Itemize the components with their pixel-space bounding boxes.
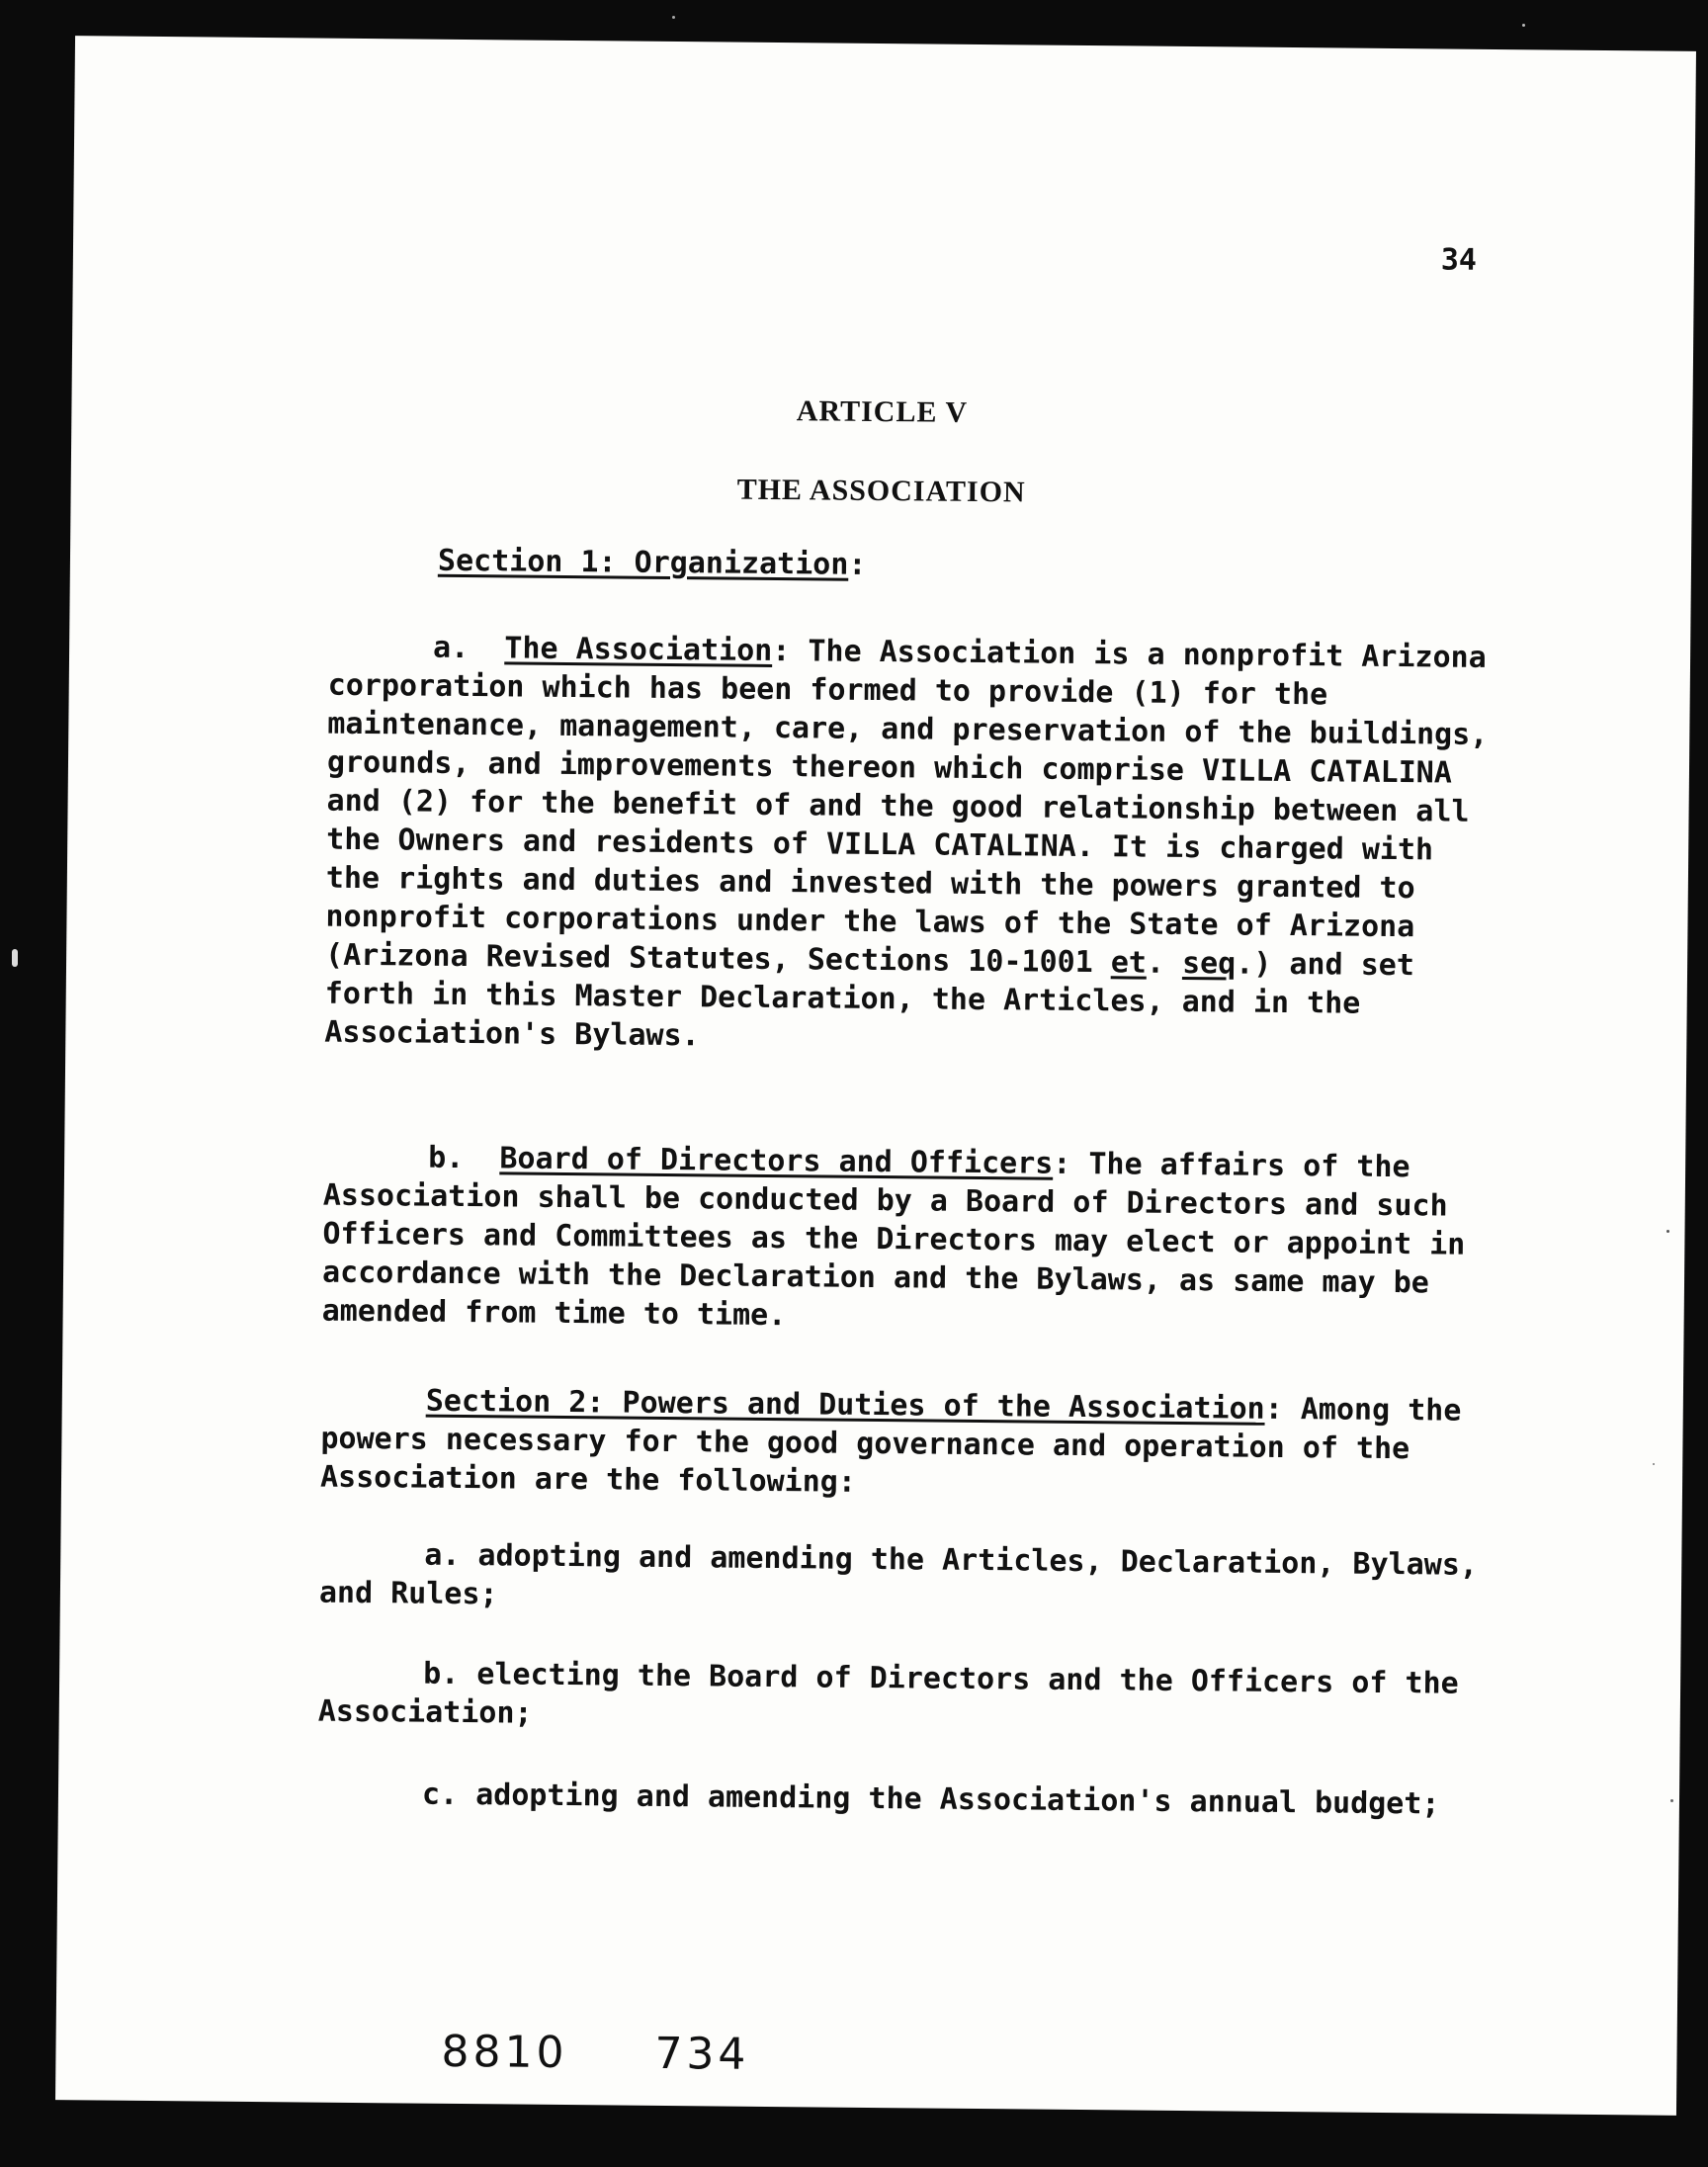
section1-b-title: Board of Directors and Officers (499, 1141, 1054, 1181)
section1-paragraph-b (322, 1138, 1498, 1342)
section1-a-letter: a. (432, 630, 470, 666)
section1-a-seq: seq (1181, 945, 1237, 982)
scan-speck (1522, 24, 1525, 27)
scan-speck (1670, 1799, 1673, 1802)
section1-a-et: et (1110, 945, 1148, 981)
section2-paragraph (320, 1381, 1495, 1508)
section1-a-text-end: .) and set forth in this Master Declaration, the Articles, and in the Association's Bylaws. (324, 946, 1415, 1054)
section1-a-text: : The Association is a nonprofit Arizona corporation which has been formed to provide (1) for the maintenance, management, care, and preservation of the buildings, grounds, and improvements thereon which comprise VILLA CATALINA and (2) for the benefit of and the good relationship between all the Owners and residents of VILLA CATALINA. It is charged with the rights and duties and invested with the powers granted to nonprofit corporations under the laws of the State of Arizona (Arizona Revised Statutes, Sections 10-1001 (324, 633, 1489, 981)
association-title: THE ASSOCIATION (736, 473, 1026, 509)
section1-heading-text: Section 1: Organization (437, 543, 849, 582)
document-page (55, 36, 1696, 2116)
section2-item-c: c. adopting and amending the Association's annual budget; (421, 1777, 1440, 1822)
section2-heading: Section 2: Powers and Duties of the Association (425, 1383, 1265, 1427)
section1-paragraph-a (324, 628, 1502, 1063)
section2-item-b: b. electing the Board of Directors and the Officers of the Association; (317, 1656, 1459, 1731)
scan-speck (1653, 1463, 1655, 1465)
section1-b-text: : The affairs of the Association shall be conducted by a Board of Directors and such Officers and Committees as the Directors may elect or appoint in accordance with the Declaration and the Bylaws, as same may be amended from time to time. (321, 1146, 1466, 1334)
section2-intro: : Among the powers necessary for the good governance and operation of the Association are the following: (319, 1391, 1462, 1500)
bates-number: 8810 734 (441, 2026, 750, 2080)
article-title: ARTICLE V (796, 394, 969, 429)
section1-heading (438, 542, 1327, 589)
section1-a-dot: . (1146, 945, 1183, 981)
section1-heading-colon: : (848, 547, 867, 582)
scan-speck (12, 949, 18, 967)
scan-speck (672, 16, 675, 19)
section2-item-a: a. adopting and amending the Articles, Declaration, Bylaws, and Rules; (318, 1537, 1479, 1612)
section1-b-letter: b. (428, 1140, 465, 1176)
scan-speck (1666, 1230, 1669, 1233)
page-number: 34 (1440, 242, 1478, 278)
section1-a-title: The Association (504, 631, 773, 668)
